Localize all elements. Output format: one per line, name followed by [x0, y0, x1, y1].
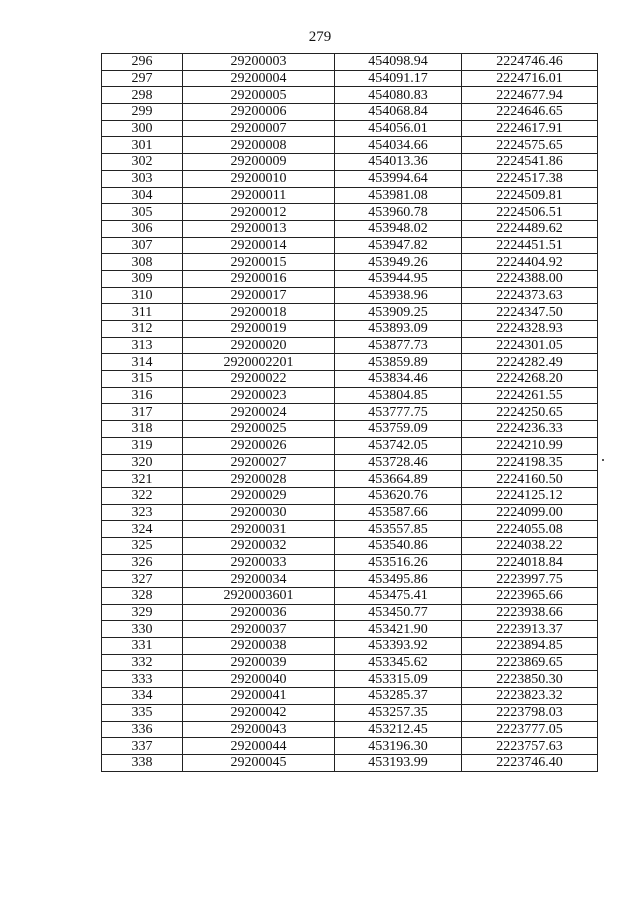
point-id-cell: 29200013: [183, 220, 335, 237]
point-index-cell: 335: [102, 704, 183, 721]
x-coordinate-cell: 453450.77: [335, 604, 462, 621]
table-row: [102, 671, 598, 688]
table-row: [102, 354, 598, 371]
point-id-cell: 29200023: [183, 387, 335, 404]
x-coordinate-cell: 453285.37: [335, 688, 462, 705]
y-coordinate-cell: 2224125.12: [462, 487, 598, 504]
table-row: [102, 738, 598, 755]
x-coordinate-cell: 453664.89: [335, 471, 462, 488]
x-coordinate-cell: 453587.66: [335, 504, 462, 521]
table-row: [102, 220, 598, 237]
point-id-cell: 29200031: [183, 521, 335, 538]
point-index-cell: 308: [102, 254, 183, 271]
x-coordinate-cell: 453620.76: [335, 487, 462, 504]
x-coordinate-cell: 453475.41: [335, 588, 462, 605]
point-id-cell: 29200040: [183, 671, 335, 688]
y-coordinate-cell: 2224489.62: [462, 220, 598, 237]
point-index-cell: 312: [102, 321, 183, 338]
y-coordinate-cell: 2224575.65: [462, 137, 598, 154]
x-coordinate-cell: 454056.01: [335, 120, 462, 137]
point-id-cell: 2920003601: [183, 588, 335, 605]
point-index-cell: 328: [102, 588, 183, 605]
y-coordinate-cell: 2224018.84: [462, 554, 598, 571]
x-coordinate-cell: 453759.09: [335, 421, 462, 438]
point-index-cell: 322: [102, 487, 183, 504]
point-index-cell: 311: [102, 304, 183, 321]
y-coordinate-cell: 2224198.35: [462, 454, 598, 471]
y-coordinate-cell: 2223746.40: [462, 754, 598, 771]
y-coordinate-cell: 2224038.22: [462, 537, 598, 554]
table-row: [102, 70, 598, 87]
y-coordinate-cell: 2224541.86: [462, 154, 598, 171]
point-index-cell: 316: [102, 387, 183, 404]
y-coordinate-cell: 2224160.50: [462, 471, 598, 488]
table-row: [102, 688, 598, 705]
point-id-cell: 29200003: [183, 54, 335, 71]
point-id-cell: 29200016: [183, 270, 335, 287]
y-coordinate-cell: 2223777.05: [462, 721, 598, 738]
point-index-cell: 324: [102, 521, 183, 538]
x-coordinate-cell: 453994.64: [335, 170, 462, 187]
x-coordinate-cell: 453742.05: [335, 437, 462, 454]
y-coordinate-cell: 2224716.01: [462, 70, 598, 87]
x-coordinate-cell: 453804.85: [335, 387, 462, 404]
x-coordinate-cell: 453193.99: [335, 754, 462, 771]
y-coordinate-cell: 2224746.46: [462, 54, 598, 71]
point-id-cell: 29200033: [183, 554, 335, 571]
point-index-cell: 314: [102, 354, 183, 371]
table-row: [102, 287, 598, 304]
table-row: [102, 154, 598, 171]
point-id-cell: 29200044: [183, 738, 335, 755]
table-row: [102, 120, 598, 137]
point-id-cell: 29200008: [183, 137, 335, 154]
x-coordinate-cell: 454034.66: [335, 137, 462, 154]
table-row: [102, 504, 598, 521]
x-coordinate-cell: 453859.89: [335, 354, 462, 371]
point-id-cell: 29200025: [183, 421, 335, 438]
point-index-cell: 318: [102, 421, 183, 438]
point-id-cell: 29200005: [183, 87, 335, 104]
point-id-cell: 29200009: [183, 154, 335, 171]
table-row: [102, 421, 598, 438]
y-coordinate-cell: 2224404.92: [462, 254, 598, 271]
y-coordinate-cell: 2223938.66: [462, 604, 598, 621]
table-row: [102, 654, 598, 671]
point-id-cell: 29200015: [183, 254, 335, 271]
table-row: [102, 170, 598, 187]
y-coordinate-cell: 2224236.33: [462, 421, 598, 438]
x-coordinate-cell: 453421.90: [335, 621, 462, 638]
x-coordinate-cell: 454013.36: [335, 154, 462, 171]
x-coordinate-cell: 453893.09: [335, 321, 462, 338]
table-row: [102, 304, 598, 321]
y-coordinate-cell: 2224328.93: [462, 321, 598, 338]
y-coordinate-cell: 2223965.66: [462, 588, 598, 605]
point-id-cell: 29200036: [183, 604, 335, 621]
point-index-cell: 326: [102, 554, 183, 571]
point-id-cell: 29200037: [183, 621, 335, 638]
table-row: [102, 371, 598, 388]
y-coordinate-cell: 2224506.51: [462, 204, 598, 221]
y-coordinate-cell: 2224210.99: [462, 437, 598, 454]
point-index-cell: 305: [102, 204, 183, 221]
scan-speck: [602, 459, 604, 461]
table-row: [102, 571, 598, 588]
x-coordinate-cell: 453947.82: [335, 237, 462, 254]
point-index-cell: 329: [102, 604, 183, 621]
point-index-cell: 306: [102, 220, 183, 237]
table-row: [102, 404, 598, 421]
point-id-cell: 29200043: [183, 721, 335, 738]
point-id-cell: 29200012: [183, 204, 335, 221]
point-index-cell: 325: [102, 537, 183, 554]
point-id-cell: 29200042: [183, 704, 335, 721]
point-index-cell: 300: [102, 120, 183, 137]
table-row: [102, 104, 598, 121]
point-id-cell: 29200007: [183, 120, 335, 137]
y-coordinate-cell: 2224055.08: [462, 521, 598, 538]
table-row: [102, 337, 598, 354]
table-row: [102, 254, 598, 271]
y-coordinate-cell: 2224517.38: [462, 170, 598, 187]
point-id-cell: 29200014: [183, 237, 335, 254]
point-index-cell: 333: [102, 671, 183, 688]
table-row: [102, 704, 598, 721]
point-index-cell: 309: [102, 270, 183, 287]
x-coordinate-cell: 453315.09: [335, 671, 462, 688]
y-coordinate-cell: 2223850.30: [462, 671, 598, 688]
x-coordinate-cell: 453495.86: [335, 571, 462, 588]
x-coordinate-cell: 453944.95: [335, 270, 462, 287]
point-index-cell: 315: [102, 371, 183, 388]
x-coordinate-cell: 454098.94: [335, 54, 462, 71]
point-id-cell: 29200027: [183, 454, 335, 471]
x-coordinate-cell: 454091.17: [335, 70, 462, 87]
y-coordinate-cell: 2224509.81: [462, 187, 598, 204]
table-row: [102, 137, 598, 154]
table-row: [102, 87, 598, 104]
point-id-cell: 2920002201: [183, 354, 335, 371]
point-id-cell: 29200030: [183, 504, 335, 521]
table-row: [102, 54, 598, 71]
table-row: [102, 187, 598, 204]
x-coordinate-cell: 453877.73: [335, 337, 462, 354]
coordinates-table: [101, 53, 598, 772]
x-coordinate-cell: 453257.35: [335, 704, 462, 721]
point-index-cell: 303: [102, 170, 183, 187]
x-coordinate-cell: 453960.78: [335, 204, 462, 221]
point-id-cell: 29200024: [183, 404, 335, 421]
y-coordinate-cell: 2223997.75: [462, 571, 598, 588]
table-row: [102, 204, 598, 221]
y-coordinate-cell: 2223894.85: [462, 638, 598, 655]
table-row: [102, 721, 598, 738]
table-row: [102, 437, 598, 454]
point-index-cell: 297: [102, 70, 183, 87]
table-row: [102, 471, 598, 488]
point-id-cell: 29200010: [183, 170, 335, 187]
point-index-cell: 317: [102, 404, 183, 421]
x-coordinate-cell: 453212.45: [335, 721, 462, 738]
point-id-cell: 29200039: [183, 654, 335, 671]
y-coordinate-cell: 2224646.65: [462, 104, 598, 121]
point-id-cell: 29200028: [183, 471, 335, 488]
y-coordinate-cell: 2224451.51: [462, 237, 598, 254]
y-coordinate-cell: 2224099.00: [462, 504, 598, 521]
point-id-cell: 29200020: [183, 337, 335, 354]
point-id-cell: 29200004: [183, 70, 335, 87]
coordinates-table-body: [102, 54, 598, 772]
table-row: [102, 454, 598, 471]
y-coordinate-cell: 2224301.05: [462, 337, 598, 354]
table-row: [102, 554, 598, 571]
table-row: [102, 537, 598, 554]
y-coordinate-cell: 2224347.50: [462, 304, 598, 321]
point-index-cell: 302: [102, 154, 183, 171]
table-row: [102, 588, 598, 605]
point-index-cell: 313: [102, 337, 183, 354]
point-index-cell: 323: [102, 504, 183, 521]
point-index-cell: 304: [102, 187, 183, 204]
y-coordinate-cell: 2224268.20: [462, 371, 598, 388]
point-index-cell: 337: [102, 738, 183, 755]
x-coordinate-cell: 454080.83: [335, 87, 462, 104]
x-coordinate-cell: 453909.25: [335, 304, 462, 321]
point-index-cell: 327: [102, 571, 183, 588]
point-index-cell: 338: [102, 754, 183, 771]
y-coordinate-cell: 2223913.37: [462, 621, 598, 638]
y-coordinate-cell: 2223869.65: [462, 654, 598, 671]
point-index-cell: 320: [102, 454, 183, 471]
point-index-cell: 319: [102, 437, 183, 454]
table-row: [102, 754, 598, 771]
point-id-cell: 29200017: [183, 287, 335, 304]
point-id-cell: 29200032: [183, 537, 335, 554]
x-coordinate-cell: 453949.26: [335, 254, 462, 271]
point-index-cell: 334: [102, 688, 183, 705]
y-coordinate-cell: 2224282.49: [462, 354, 598, 371]
point-id-cell: 29200006: [183, 104, 335, 121]
point-index-cell: 298: [102, 87, 183, 104]
point-id-cell: 29200038: [183, 638, 335, 655]
y-coordinate-cell: 2224617.91: [462, 120, 598, 137]
table-row: [102, 604, 598, 621]
point-index-cell: 296: [102, 54, 183, 71]
point-index-cell: 332: [102, 654, 183, 671]
point-id-cell: 29200034: [183, 571, 335, 588]
x-coordinate-cell: 453516.26: [335, 554, 462, 571]
table-row: [102, 237, 598, 254]
point-index-cell: 336: [102, 721, 183, 738]
y-coordinate-cell: 2224261.55: [462, 387, 598, 404]
x-coordinate-cell: 453834.46: [335, 371, 462, 388]
x-coordinate-cell: 453777.75: [335, 404, 462, 421]
x-coordinate-cell: 453557.85: [335, 521, 462, 538]
point-index-cell: 301: [102, 137, 183, 154]
x-coordinate-cell: 453938.96: [335, 287, 462, 304]
table-row: [102, 487, 598, 504]
x-coordinate-cell: 453196.30: [335, 738, 462, 755]
table-row: [102, 387, 598, 404]
y-coordinate-cell: 2224373.63: [462, 287, 598, 304]
point-id-cell: 29200026: [183, 437, 335, 454]
point-id-cell: 29200019: [183, 321, 335, 338]
point-index-cell: 330: [102, 621, 183, 638]
point-index-cell: 331: [102, 638, 183, 655]
y-coordinate-cell: 2223757.63: [462, 738, 598, 755]
y-coordinate-cell: 2224677.94: [462, 87, 598, 104]
table-row: [102, 638, 598, 655]
y-coordinate-cell: 2224388.00: [462, 270, 598, 287]
page-number: 279: [308, 29, 332, 45]
point-index-cell: 299: [102, 104, 183, 121]
x-coordinate-cell: 453981.08: [335, 187, 462, 204]
y-coordinate-cell: 2223798.03: [462, 704, 598, 721]
table-row: [102, 270, 598, 287]
point-id-cell: 29200018: [183, 304, 335, 321]
point-index-cell: 307: [102, 237, 183, 254]
point-index-cell: 310: [102, 287, 183, 304]
table-row: [102, 521, 598, 538]
y-coordinate-cell: 2223823.32: [462, 688, 598, 705]
x-coordinate-cell: 453540.86: [335, 537, 462, 554]
table-row: [102, 621, 598, 638]
point-id-cell: 29200041: [183, 688, 335, 705]
point-id-cell: 29200011: [183, 187, 335, 204]
x-coordinate-cell: 454068.84: [335, 104, 462, 121]
y-coordinate-cell: 2224250.65: [462, 404, 598, 421]
point-id-cell: 29200029: [183, 487, 335, 504]
x-coordinate-cell: 453345.62: [335, 654, 462, 671]
x-coordinate-cell: 453948.02: [335, 220, 462, 237]
point-index-cell: 321: [102, 471, 183, 488]
point-id-cell: 29200045: [183, 754, 335, 771]
table-row: [102, 321, 598, 338]
point-id-cell: 29200022: [183, 371, 335, 388]
x-coordinate-cell: 453728.46: [335, 454, 462, 471]
x-coordinate-cell: 453393.92: [335, 638, 462, 655]
